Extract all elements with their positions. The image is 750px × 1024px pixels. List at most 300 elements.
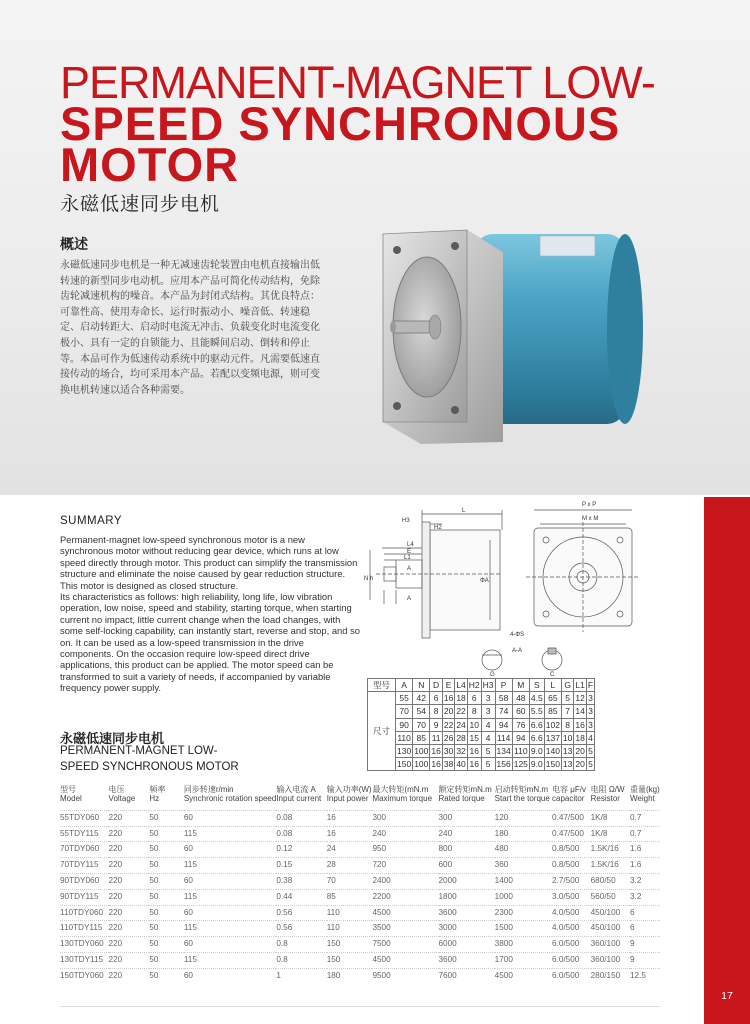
spec-header-cell — [552, 785, 591, 810]
spec-header-cn: 输入电流 A — [276, 785, 316, 794]
dimension-cell: 76 — [512, 718, 529, 731]
dimension-cell: 28 — [456, 732, 466, 743]
dimension-cell: 114 — [496, 732, 511, 743]
spec-cell: 1.6 — [629, 844, 642, 854]
dimension-cell: 16 — [443, 693, 454, 704]
spec-cell: 450/100 — [590, 907, 621, 917]
spec-cell: 70TDY060 — [60, 844, 100, 854]
dimension-cell: 74 — [495, 705, 512, 718]
page-side-tab — [704, 497, 750, 1024]
drawing-label-e: E — [407, 549, 412, 555]
spec-cell: 1500 — [494, 923, 513, 933]
motor-spec-table-body — [60, 810, 660, 983]
section-title-en-line-2: SPEED SYNCHRONOUS MOTOR — [60, 761, 239, 773]
dimension-cell: 5 — [588, 746, 593, 757]
spec-header-cell — [149, 785, 183, 810]
dimension-cell: 22 — [443, 719, 454, 730]
spec-cell: 1 — [276, 970, 281, 980]
dimension-col-header: D — [430, 679, 442, 692]
spec-header-cell — [630, 785, 660, 810]
spec-cell: 70 — [326, 876, 336, 885]
spec-table-row — [60, 842, 660, 858]
drawing-label-a-top: A — [407, 566, 412, 572]
spec-cell: 60 — [183, 907, 193, 917]
dimension-cell: 9.0 — [530, 759, 543, 770]
spec-cell: 0.8/500 — [552, 860, 580, 870]
dimension-cell: 5.5 — [530, 706, 543, 717]
dimension-col-header: N — [413, 679, 430, 692]
spec-cell: 3.0/500 — [552, 891, 580, 901]
spec-cell: 50 — [149, 907, 159, 917]
spec-table-row — [60, 952, 660, 968]
dimension-cell: 26 — [443, 732, 454, 743]
dimension-table-size-label: 尺寸 — [368, 692, 396, 771]
dimension-cell: 100 — [414, 759, 429, 770]
spec-cell: 115 — [183, 891, 197, 901]
drawing-label-l: L — [462, 508, 466, 514]
spec-cell: 50 — [149, 860, 159, 870]
spec-cell: 115 — [183, 923, 197, 933]
spec-header-cell — [439, 785, 495, 810]
spec-cell: 0.38 — [276, 876, 293, 885]
spec-cell: 110TDY115 — [60, 923, 103, 933]
spec-cell: 240 — [438, 828, 453, 838]
dimension-cell: 4.5 — [530, 693, 543, 704]
dimension-cell: 20 — [575, 759, 585, 770]
spec-header-en: capacitor — [552, 794, 585, 804]
dimension-cell: 6.6 — [530, 732, 543, 743]
spec-cell: 1800 — [438, 891, 457, 901]
spec-cell: 150TDY060 — [60, 970, 104, 980]
dimension-cell: 16 — [467, 758, 481, 771]
spec-header-cell — [276, 785, 326, 810]
spec-header-en: Model — [60, 794, 82, 804]
spec-header-cn: 输入功率(W) — [326, 785, 372, 794]
spec-cell: 50 — [149, 923, 159, 933]
dimension-cell: 8 — [430, 705, 442, 718]
dimension-cell: 22 — [456, 706, 466, 717]
spec-header-cell — [495, 785, 552, 810]
dimension-cell: 42 — [413, 692, 430, 705]
spec-cell: 24 — [326, 844, 336, 854]
spec-cell: 1.5K/16 — [590, 844, 619, 854]
spec-header-en: Voltage — [108, 794, 136, 804]
dimension-cell: 8 — [467, 705, 481, 718]
dimension-table-row — [368, 731, 595, 744]
spec-cell: 1400 — [494, 876, 513, 885]
drawing-label-h3: H3 — [402, 518, 410, 524]
dimension-cell: 5 — [588, 759, 593, 770]
spec-cell: 115 — [183, 860, 197, 870]
dimension-col-header: P — [495, 679, 512, 692]
dimension-cell: 3 — [588, 693, 593, 704]
spec-cell: 60 — [183, 844, 193, 854]
dimension-cell: 4 — [481, 731, 495, 744]
spec-cell: 2.7/500 — [552, 876, 580, 885]
spec-cell: 6 — [629, 923, 635, 933]
spec-header-en: Maximum torque — [372, 794, 433, 804]
spec-cell: 50 — [149, 876, 159, 885]
dimension-cell: 18 — [575, 732, 585, 743]
dimension-cell: 85 — [413, 731, 430, 744]
spec-cell: 0.8 — [276, 954, 288, 964]
dimension-cell: 100 — [414, 746, 429, 757]
spec-cell: 110TDY060 — [60, 907, 104, 917]
dimension-cell: 9 — [430, 718, 442, 731]
spec-cell: 950 — [372, 844, 387, 854]
spec-cell: 220 — [108, 844, 123, 854]
spec-cell: 4500 — [372, 907, 391, 917]
motor-spec-table-header — [60, 785, 660, 810]
dimension-col-header: S — [529, 679, 544, 692]
spec-header-en: Rated torque — [438, 794, 485, 804]
drawing-label-g: G — [490, 672, 495, 678]
dimension-cell: 24 — [456, 719, 466, 730]
spec-header-cell — [109, 785, 150, 810]
dimension-cell: 14 — [575, 706, 585, 717]
spec-header-en: Weight — [629, 794, 655, 804]
dimension-cell: 156 — [496, 759, 511, 770]
dimension-cell: 30 — [443, 746, 454, 757]
drawing-label-mxm: M x M — [582, 516, 599, 522]
dimension-cell: 12 — [575, 693, 585, 704]
spec-header-cn: 电阻 Ω/W — [590, 785, 625, 794]
dimension-cell: 3 — [588, 706, 593, 717]
dimension-col-header: H3 — [482, 680, 494, 691]
dimension-col-header: M — [512, 679, 529, 692]
motor-illustration — [375, 222, 655, 447]
dimension-cell: 55 — [396, 692, 413, 705]
spec-cell: 360/100 — [590, 939, 621, 949]
spec-header-cn: 启动转矩mN.m — [494, 785, 548, 794]
summary-body — [60, 534, 360, 694]
dimension-cell: 5 — [481, 744, 495, 757]
spec-cell: 220 — [108, 907, 123, 917]
dimension-table-header — [368, 679, 595, 692]
spec-cell: 1000 — [494, 891, 513, 901]
spec-cell: 3600 — [438, 907, 457, 917]
spec-header-cn: 最大转矩(mN.m — [372, 785, 429, 794]
spec-header-cell — [372, 785, 438, 810]
spec-header-cn: 电压 — [108, 785, 125, 794]
drawing-label-nh: N h — [364, 576, 374, 582]
spec-header-cell — [60, 785, 109, 810]
technical-drawing — [362, 500, 662, 678]
dimension-cell: 130 — [397, 746, 412, 757]
dimension-col-header: A — [396, 679, 413, 692]
spec-cell: 220 — [108, 891, 123, 901]
spec-cell: 360/100 — [590, 954, 621, 964]
page-number: 17 — [721, 990, 733, 1002]
spec-cell: 220 — [108, 860, 123, 870]
dimension-cell: 16 — [431, 759, 441, 770]
spec-header-cell — [327, 785, 373, 810]
spec-cell: 2400 — [372, 876, 391, 885]
dimension-cell: 11 — [431, 732, 441, 743]
dimension-cell: 102 — [545, 719, 560, 730]
spec-cell: 130TDY115 — [60, 954, 104, 964]
drawing-label-h2: H2 — [434, 525, 442, 531]
spec-header-en: Resistor — [590, 794, 620, 804]
spec-cell: 6.0/500 — [552, 970, 580, 980]
spec-cell: 110 — [326, 907, 340, 917]
spec-cell: 115 — [183, 828, 197, 838]
spec-cell: 50 — [149, 970, 159, 980]
spec-table-row — [60, 905, 660, 921]
spec-header-en: Input power — [326, 794, 369, 804]
spec-cell: 0.56 — [276, 923, 293, 933]
dimension-cell: 6 — [467, 692, 481, 705]
dimension-cell: 5 — [561, 692, 573, 705]
spec-cell: 60 — [183, 939, 193, 949]
dimension-cell: 16 — [467, 744, 481, 757]
spec-cell: 6.0/500 — [552, 939, 580, 949]
spec-cell: 1K/8 — [590, 828, 608, 838]
dimension-cell: 125 — [513, 759, 528, 770]
spec-cell: 4.0/500 — [552, 923, 580, 933]
spec-header-cn: 同步转速r/min — [183, 785, 234, 794]
spec-cell: 1.5K/16 — [590, 860, 619, 870]
spec-cell: 6 — [629, 907, 635, 917]
dimension-cell: 150 — [545, 759, 560, 770]
spec-cell: 220 — [108, 970, 123, 980]
spec-cell: 4500 — [372, 954, 391, 964]
drawing-label-c: C — [550, 672, 555, 678]
overview-heading: 概述 — [60, 237, 88, 253]
spec-cell: 90TDY060 — [60, 876, 100, 885]
spec-cell: 1700 — [494, 954, 513, 964]
spec-cell: 70TDY115 — [60, 860, 99, 870]
spec-cell: 110 — [326, 923, 340, 933]
spec-cell: 720 — [372, 860, 387, 870]
dimension-cell: 32 — [456, 746, 466, 757]
summary-paragraph-2: Its characteristics as follows: high reliability, long life, low vibration operation, low noise, speed and stability, starting torque, when starting current no impact, little current change when the load changes, with some self-locking capability, can instantly start, reverse and stop, and so on. It can be used as a low-speed transmission in the drive components. On the occasion require low-speed direct drive applications, this product can be applied. The motor speed can be transformed to suit a variety of needs, if accompanied by variable frequency power supply. — [60, 591, 360, 694]
spec-cell: 130TDY060 — [60, 939, 104, 949]
spec-cell: 0.47/500 — [552, 828, 584, 838]
dimension-cell: 16 — [431, 746, 441, 757]
spec-header-en: Input current — [276, 794, 322, 804]
drawing-label-holes: 4-ΦS — [510, 632, 525, 638]
dimension-cell: 70 — [413, 718, 430, 731]
dimension-cell: 3 — [481, 705, 495, 718]
dimension-col-header: G — [561, 679, 573, 692]
summary-paragraph-1: Permanent-magnet low-speed synchronous motor is a new synchronous motor without reducing gear device, which runs at low speed directly through motor. This product can simplify the transmission structure and eliminate the noise caused by gear reduction structure. This motor is designed as closed structure. — [60, 534, 358, 591]
dimension-col-header: L4 — [456, 680, 466, 691]
dimension-col-header: L — [544, 679, 561, 692]
dimension-cell: 40 — [456, 759, 466, 770]
dimension-table-row — [368, 758, 595, 771]
spec-table-row — [60, 826, 660, 842]
spec-cell: 3600 — [438, 954, 457, 964]
spec-cell: 7600 — [438, 970, 457, 980]
overview-body: 永磁低速同步电机是一种无减速齿轮装置由电机直接输出低转速的新型同步电动机。应用本产品可简化传动结构，免除齿轮减速机构的噪音。本产品为封闭式结构。其优良特点：可靠性高、使用寿命长、运行时振动小、噪音低、转速稳定、启动转距大、启动时电流无冲击、负载变化时电流变化极小、具有一定的自锁能力、且能瞬间启动、倒转和停止等。本品可作为低速传动系统中的驱动元件。凡需要低速直接传动的场合，均可采用本产品。若配以变频电源，则可变换电机转速以适合各种需要。 — [60, 260, 320, 396]
drawing-label-pxp: P x P — [582, 502, 597, 508]
spec-cell: 1.6 — [629, 860, 642, 870]
spec-header-cell — [184, 785, 277, 810]
drawing-label-a-bottom: A — [407, 596, 412, 602]
spec-cell: 240 — [372, 828, 387, 838]
spec-cell: 680/50 — [590, 876, 616, 885]
spec-cell: 55TDY060 — [60, 812, 100, 822]
motor-product-image — [375, 222, 655, 447]
dimension-cell: 65 — [544, 692, 561, 705]
dimension-cell: 9.0 — [530, 746, 543, 757]
spec-cell: 150 — [326, 954, 341, 964]
spec-header-en: Start the torque — [494, 794, 550, 804]
spec-cell: 360 — [494, 860, 509, 870]
spec-cell: 90TDY115 — [60, 891, 99, 901]
page-subtitle-cn: 永磁低速同步电机 — [60, 193, 221, 215]
spec-cell: 0.56 — [276, 907, 293, 917]
spec-table-row — [60, 921, 660, 937]
section-title-cn: 永磁低速同步电机 — [60, 732, 165, 747]
dimension-cell: 90 — [396, 718, 413, 731]
drawing-label-l4: L4 — [407, 542, 414, 548]
dimension-cell: 94 — [495, 718, 512, 731]
spec-cell: 2200 — [372, 891, 391, 901]
spec-cell: 220 — [108, 954, 123, 964]
spec-cell: 60 — [183, 812, 193, 822]
spec-cell: 0.15 — [276, 860, 293, 870]
spec-cell: 12.5 — [629, 970, 646, 980]
spec-cell: 180 — [326, 970, 341, 980]
dimension-cell: 4 — [481, 718, 495, 731]
dimension-cell: 20 — [575, 746, 585, 757]
spec-cell: 50 — [149, 812, 159, 822]
spec-cell: 50 — [149, 828, 159, 838]
spec-header-cn: 重量(kg) — [629, 785, 660, 794]
spec-cell: 50 — [149, 939, 159, 949]
dimension-table — [367, 678, 595, 771]
spec-table-row — [60, 858, 660, 874]
spec-cell: 50 — [149, 844, 159, 854]
spec-cell: 3500 — [372, 923, 391, 933]
spec-cell: 50 — [149, 891, 159, 901]
spec-header-cn: 频率 — [149, 785, 166, 794]
page-title-line-1: PERMANENT-MAGNET LOW- — [60, 57, 655, 108]
spec-cell: 180 — [494, 828, 509, 838]
dimension-cell: 70 — [396, 705, 413, 718]
dimension-cell: 16 — [575, 719, 585, 730]
dimension-cell: 94 — [512, 731, 529, 744]
dimension-cell: 134 — [496, 746, 511, 757]
spec-cell: 0.44 — [276, 891, 293, 901]
spec-table-row — [60, 874, 660, 890]
spec-table-row — [60, 968, 660, 983]
spec-cell: 0.7 — [629, 812, 642, 822]
spec-header-cn: 额定转矩mN.m — [438, 785, 492, 794]
spec-cell: 50 — [149, 954, 159, 964]
spec-header-cn: 型号 — [60, 785, 76, 794]
dimension-cell: 5 — [481, 758, 495, 771]
dimension-cell: 8 — [561, 718, 573, 731]
dimension-cell: 110 — [514, 746, 528, 757]
spec-cell: 120 — [494, 812, 509, 822]
spec-cell: 16 — [326, 812, 336, 822]
dimension-cell: 150 — [397, 759, 412, 770]
dimension-cell: 10 — [562, 732, 573, 743]
dimension-cell: 20 — [443, 706, 454, 717]
spec-cell: 480 — [494, 844, 509, 854]
spec-cell: 9 — [629, 954, 635, 964]
dimension-cell: 140 — [545, 746, 560, 757]
dimension-col-header: F — [587, 680, 594, 691]
spec-cell: 3000 — [438, 923, 457, 933]
spec-cell: 220 — [108, 828, 123, 838]
dimension-cell: 3 — [481, 692, 495, 705]
spec-cell: 9500 — [372, 970, 391, 980]
dimension-cell: 13 — [562, 759, 573, 770]
dimension-cell: 110 — [397, 732, 411, 743]
drawing-label-diameter-a: ΦA — [480, 578, 489, 584]
spec-cell: 0.47/500 — [552, 812, 584, 822]
spec-cell: 2000 — [438, 876, 457, 885]
dimension-cell: 85 — [544, 705, 561, 718]
dimension-table-row — [368, 718, 595, 731]
spec-header-cn: 电容 μF/v — [552, 785, 586, 794]
dimension-cell: 48 — [512, 692, 529, 705]
dimension-table-row — [368, 705, 595, 718]
dimension-cell: 6.6 — [530, 719, 543, 730]
spec-cell: 280/150 — [590, 970, 621, 980]
spec-cell: 220 — [108, 876, 123, 885]
spec-cell: 85 — [326, 891, 336, 901]
dimension-table-row — [368, 744, 595, 757]
spec-cell: 300 — [372, 812, 387, 822]
spec-cell: 0.08 — [276, 812, 293, 822]
spec-cell: 55TDY115 — [60, 828, 99, 838]
dimension-cell: 54 — [413, 705, 430, 718]
dimension-cell: 6 — [430, 692, 442, 705]
dimension-cell: 58 — [495, 692, 512, 705]
dimension-cell: 18 — [456, 693, 466, 704]
spec-cell: 60 — [183, 970, 193, 980]
spec-header-en: Synchronic rotation speed — [183, 794, 277, 804]
motor-spec-table — [60, 785, 660, 984]
dimension-cell: 15 — [467, 731, 481, 744]
spec-cell: 1K/8 — [590, 812, 608, 822]
dimension-cell: 38 — [443, 759, 454, 770]
spec-cell: 220 — [108, 812, 123, 822]
spec-cell: 6000 — [438, 939, 457, 949]
dimension-col-header: L1 — [575, 680, 585, 691]
spec-table-row — [60, 937, 660, 953]
spec-cell: 9 — [629, 939, 635, 949]
spec-cell: 0.7 — [629, 828, 642, 838]
spec-cell: 0.8 — [276, 939, 288, 949]
spec-cell: 115 — [183, 954, 197, 964]
spec-cell: 60 — [183, 876, 193, 885]
spec-cell: 0.8/500 — [552, 844, 580, 854]
dimension-table-row — [368, 692, 595, 705]
spec-cell: 4500 — [494, 970, 513, 980]
spec-cell: 150 — [326, 939, 341, 949]
spec-cell: 560/50 — [590, 891, 616, 901]
dimension-col-header: E — [442, 679, 454, 692]
spec-cell: 800 — [438, 844, 453, 854]
spec-cell: 3.2 — [629, 876, 642, 885]
dimension-cell: 10 — [467, 718, 481, 731]
spec-cell: 7500 — [372, 939, 391, 949]
spec-cell: 300 — [438, 812, 453, 822]
dimension-cell: 60 — [512, 705, 529, 718]
section-title-en-line-1: PERMANENT-MAGNET LOW- — [60, 745, 218, 757]
dimension-cell: 7 — [561, 705, 573, 718]
spec-cell: 3800 — [494, 939, 513, 949]
dimension-cell: 3 — [588, 719, 593, 730]
spec-table-row — [60, 889, 660, 905]
spec-cell: 600 — [438, 860, 453, 870]
